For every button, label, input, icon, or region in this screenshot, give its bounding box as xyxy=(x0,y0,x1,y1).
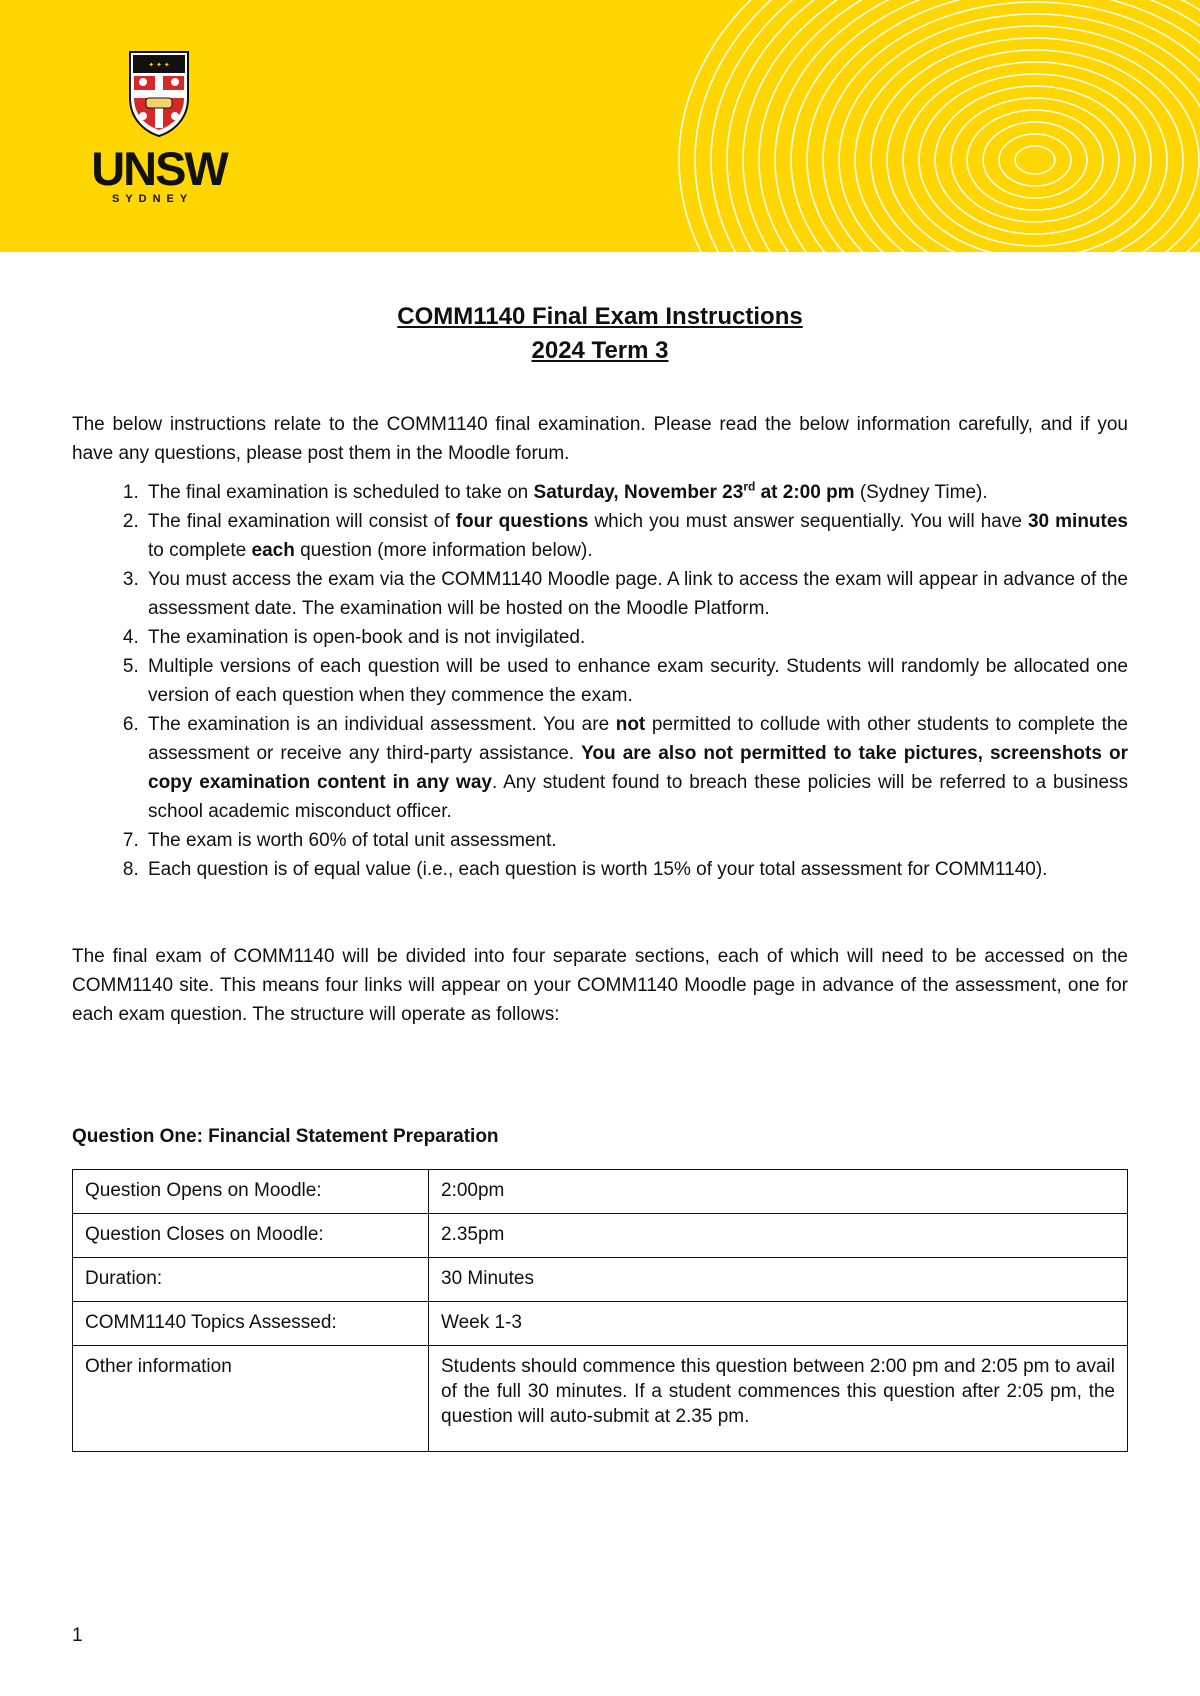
page-number: 1 xyxy=(72,1625,83,1646)
row-label: Question Opens on Moodle: xyxy=(73,1170,429,1214)
header-band xyxy=(0,0,1200,252)
title-line-1: COMM1140 Final Exam Instructions xyxy=(397,303,803,330)
question-one-table xyxy=(72,1169,1128,1452)
intro-paragraph: The below instructions relate to the COMM1140 final examination. Please read the below information carefully, and if you have any questions, please post them in the Moodle forum. xyxy=(72,414,1128,464)
row-label: Duration: xyxy=(73,1258,429,1302)
row-value: Students should commence this question between 2:00 pm and 2:05 pm to avail of the full 30 minutes. If a student commences this question after 2:05 pm, the question will auto-submit at 2.35 pm. xyxy=(429,1346,1128,1452)
title-line-2: 2024 Term 3 xyxy=(531,337,669,364)
list-item: 3. You must access the exam via the COMM1140 Moodle page. A link to access the exam will appear in advance of the assessment date. The examination will be hosted on the Moodle Platform. xyxy=(144,565,1128,623)
table-row xyxy=(73,1170,1128,1214)
table-row xyxy=(73,1258,1128,1302)
list-item: 4. The examination is open-book and is not invigilated. xyxy=(144,623,1128,652)
row-label: Question Closes on Moodle: xyxy=(73,1214,429,1258)
document-title xyxy=(0,300,1200,368)
table-row xyxy=(73,1214,1128,1258)
svg-text:✦ ✦ ✦: ✦ ✦ ✦ xyxy=(148,62,170,69)
list-item: 1. The final examination is scheduled to take on Saturday, November 23rd at 2:00 pm (Sydney Time). xyxy=(144,478,1128,507)
list-item: 7. The exam is worth 60% of total unit assessment. xyxy=(144,826,1128,855)
logo-wordmark: UNSW xyxy=(91,142,227,195)
row-value: Week 1-3 xyxy=(429,1302,1128,1346)
row-label: Other information xyxy=(73,1346,429,1452)
list-item: 5. Multiple versions of each question will be used to enhance exam security. Students will randomly be allocated one version of each question when they commence the exam. xyxy=(144,652,1128,710)
list-item: 6. The examination is an individual assessment. You are not permitted to collude with other students to complete the assessment or receive any third-party assistance. You are also not permitted to take pictures, screenshots or copy examination content in any way. Any student found to breach these policies will be referred to a business school academic misconduct officer. xyxy=(144,710,1128,826)
table-row xyxy=(73,1346,1128,1452)
row-value: 2.35pm xyxy=(429,1214,1128,1258)
instruction-list xyxy=(72,478,1128,884)
row-value: 30 Minutes xyxy=(429,1258,1128,1302)
crest-icon xyxy=(128,50,190,138)
structure-paragraph: The final exam of COMM1140 will be divided into four separate sections, each of which will need to be accessed on the COMM1140 site. This means four links will appear on your COMM1140 Moodle page in advance of the assessment, one for each exam question. The structure will operate as follows: xyxy=(72,946,1128,1025)
instructions-content xyxy=(72,410,1128,1029)
row-label: COMM1140 Topics Assessed: xyxy=(73,1302,429,1346)
list-item: 8. Each question is of equal value (i.e., each question is worth 15% of your total assessment for COMM1140). xyxy=(144,855,1128,884)
list-item: 2. The final examination will consist of four questions which you must answer sequentially. You will have 30 minutes to complete each question (more information below). xyxy=(144,507,1128,565)
logo-subtitle: SYDNEY xyxy=(112,193,194,205)
question-one-heading: Question One: Financial Statement Preparation xyxy=(72,1126,499,1147)
table-row xyxy=(73,1302,1128,1346)
row-value: 2:00pm xyxy=(429,1170,1128,1214)
